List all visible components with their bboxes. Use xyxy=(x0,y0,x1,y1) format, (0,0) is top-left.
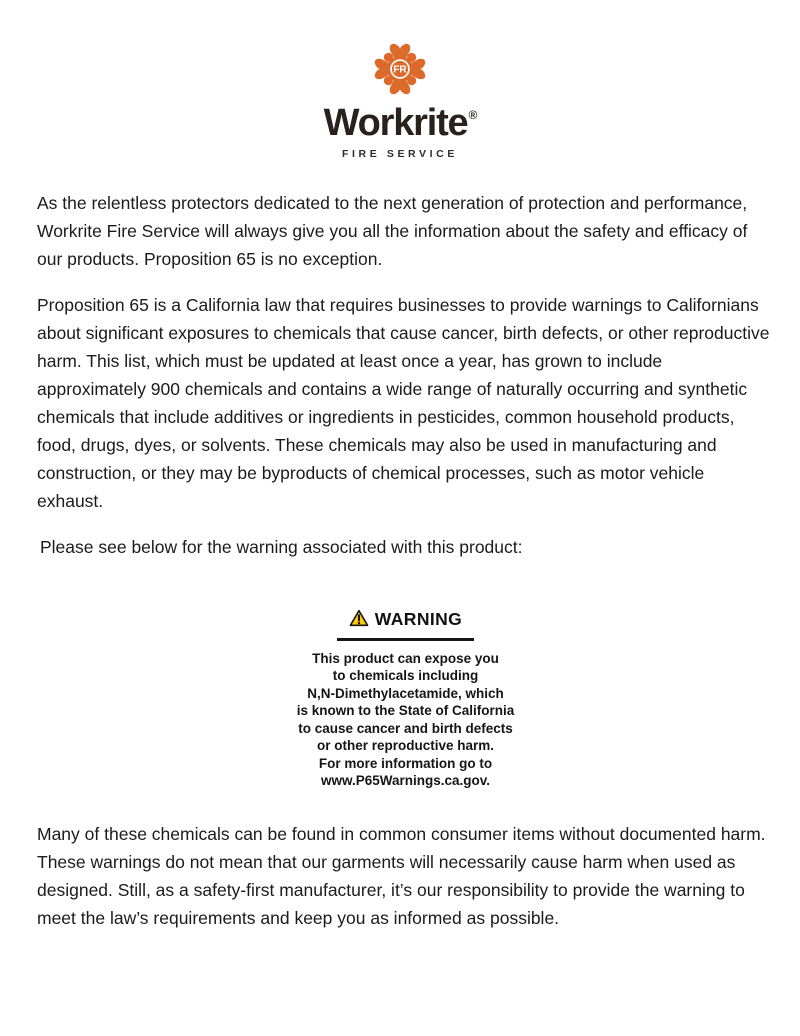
warning-line: This product can expose you xyxy=(312,650,499,666)
warning-line: www.P65Warnings.ca.gov. xyxy=(320,773,491,789)
warning-line: to cause cancer and birth defects xyxy=(298,720,513,736)
paragraph-prop65: Proposition 65 is a California law that requires businesses to provide warnings to Californians about significant exposures to chemicals that cause cancer, birth defects, or other reproductive harm. This list, which must be updated at least once a year, has grown to include approximately 900 chemicals and contains a wide range of naturally occurring and synthetic chemicals that include additives or ingredients in pesticides, common household products, food, drugs, dyes, or solvents. These chemicals may also be used in manufacturing and construction, or they may be byproducts of chemical processes, such as motor vehicle exhaust. xyxy=(37,294,770,511)
prop65-warning-label xyxy=(37,605,774,790)
warning-line: For more information go to xyxy=(318,755,493,771)
logo-block xyxy=(0,0,800,160)
warning-heading-text: WARNING xyxy=(374,608,463,629)
warning-triangle-icon xyxy=(349,609,369,627)
warning-text xyxy=(37,650,774,790)
warning-heading xyxy=(337,605,474,641)
paragraph-disclaimer: Many of these chemicals can be found in common consumer items without documented harm. These warnings do not mean that our garments will necessarily cause harm when used as designed. Still, as a safety-first manufacturer, it’s our responsibility to provide the warning to meet the law’s requirements and keep you as informed as possible. xyxy=(37,823,766,928)
warning-line: to chemicals including xyxy=(332,668,479,684)
fr-monogram: FR xyxy=(393,64,407,76)
warning-line: N,N-Dimethylacetamide, which xyxy=(307,685,504,701)
brand-wordmark xyxy=(0,104,800,144)
paragraph-see-below: Please see below for the warning associated with this product: xyxy=(40,536,523,557)
document-body xyxy=(37,189,774,932)
brand-tagline: FIRE SERVICE xyxy=(342,147,458,160)
fr-maltese-cross-icon xyxy=(370,40,430,98)
registered-trademark-symbol: ® xyxy=(468,108,478,122)
warning-line: or other reproductive harm. xyxy=(316,738,495,754)
paragraph-intro: As the relentless protectors dedicated to the next generation of protection and performance, Workrite Fire Service will always give you all the information about the safety and efficacy of our products. Proposition 65 is no exception. xyxy=(37,192,748,269)
warning-line: is known to the State of California xyxy=(296,703,515,719)
brand-name: Workrite xyxy=(323,102,468,144)
